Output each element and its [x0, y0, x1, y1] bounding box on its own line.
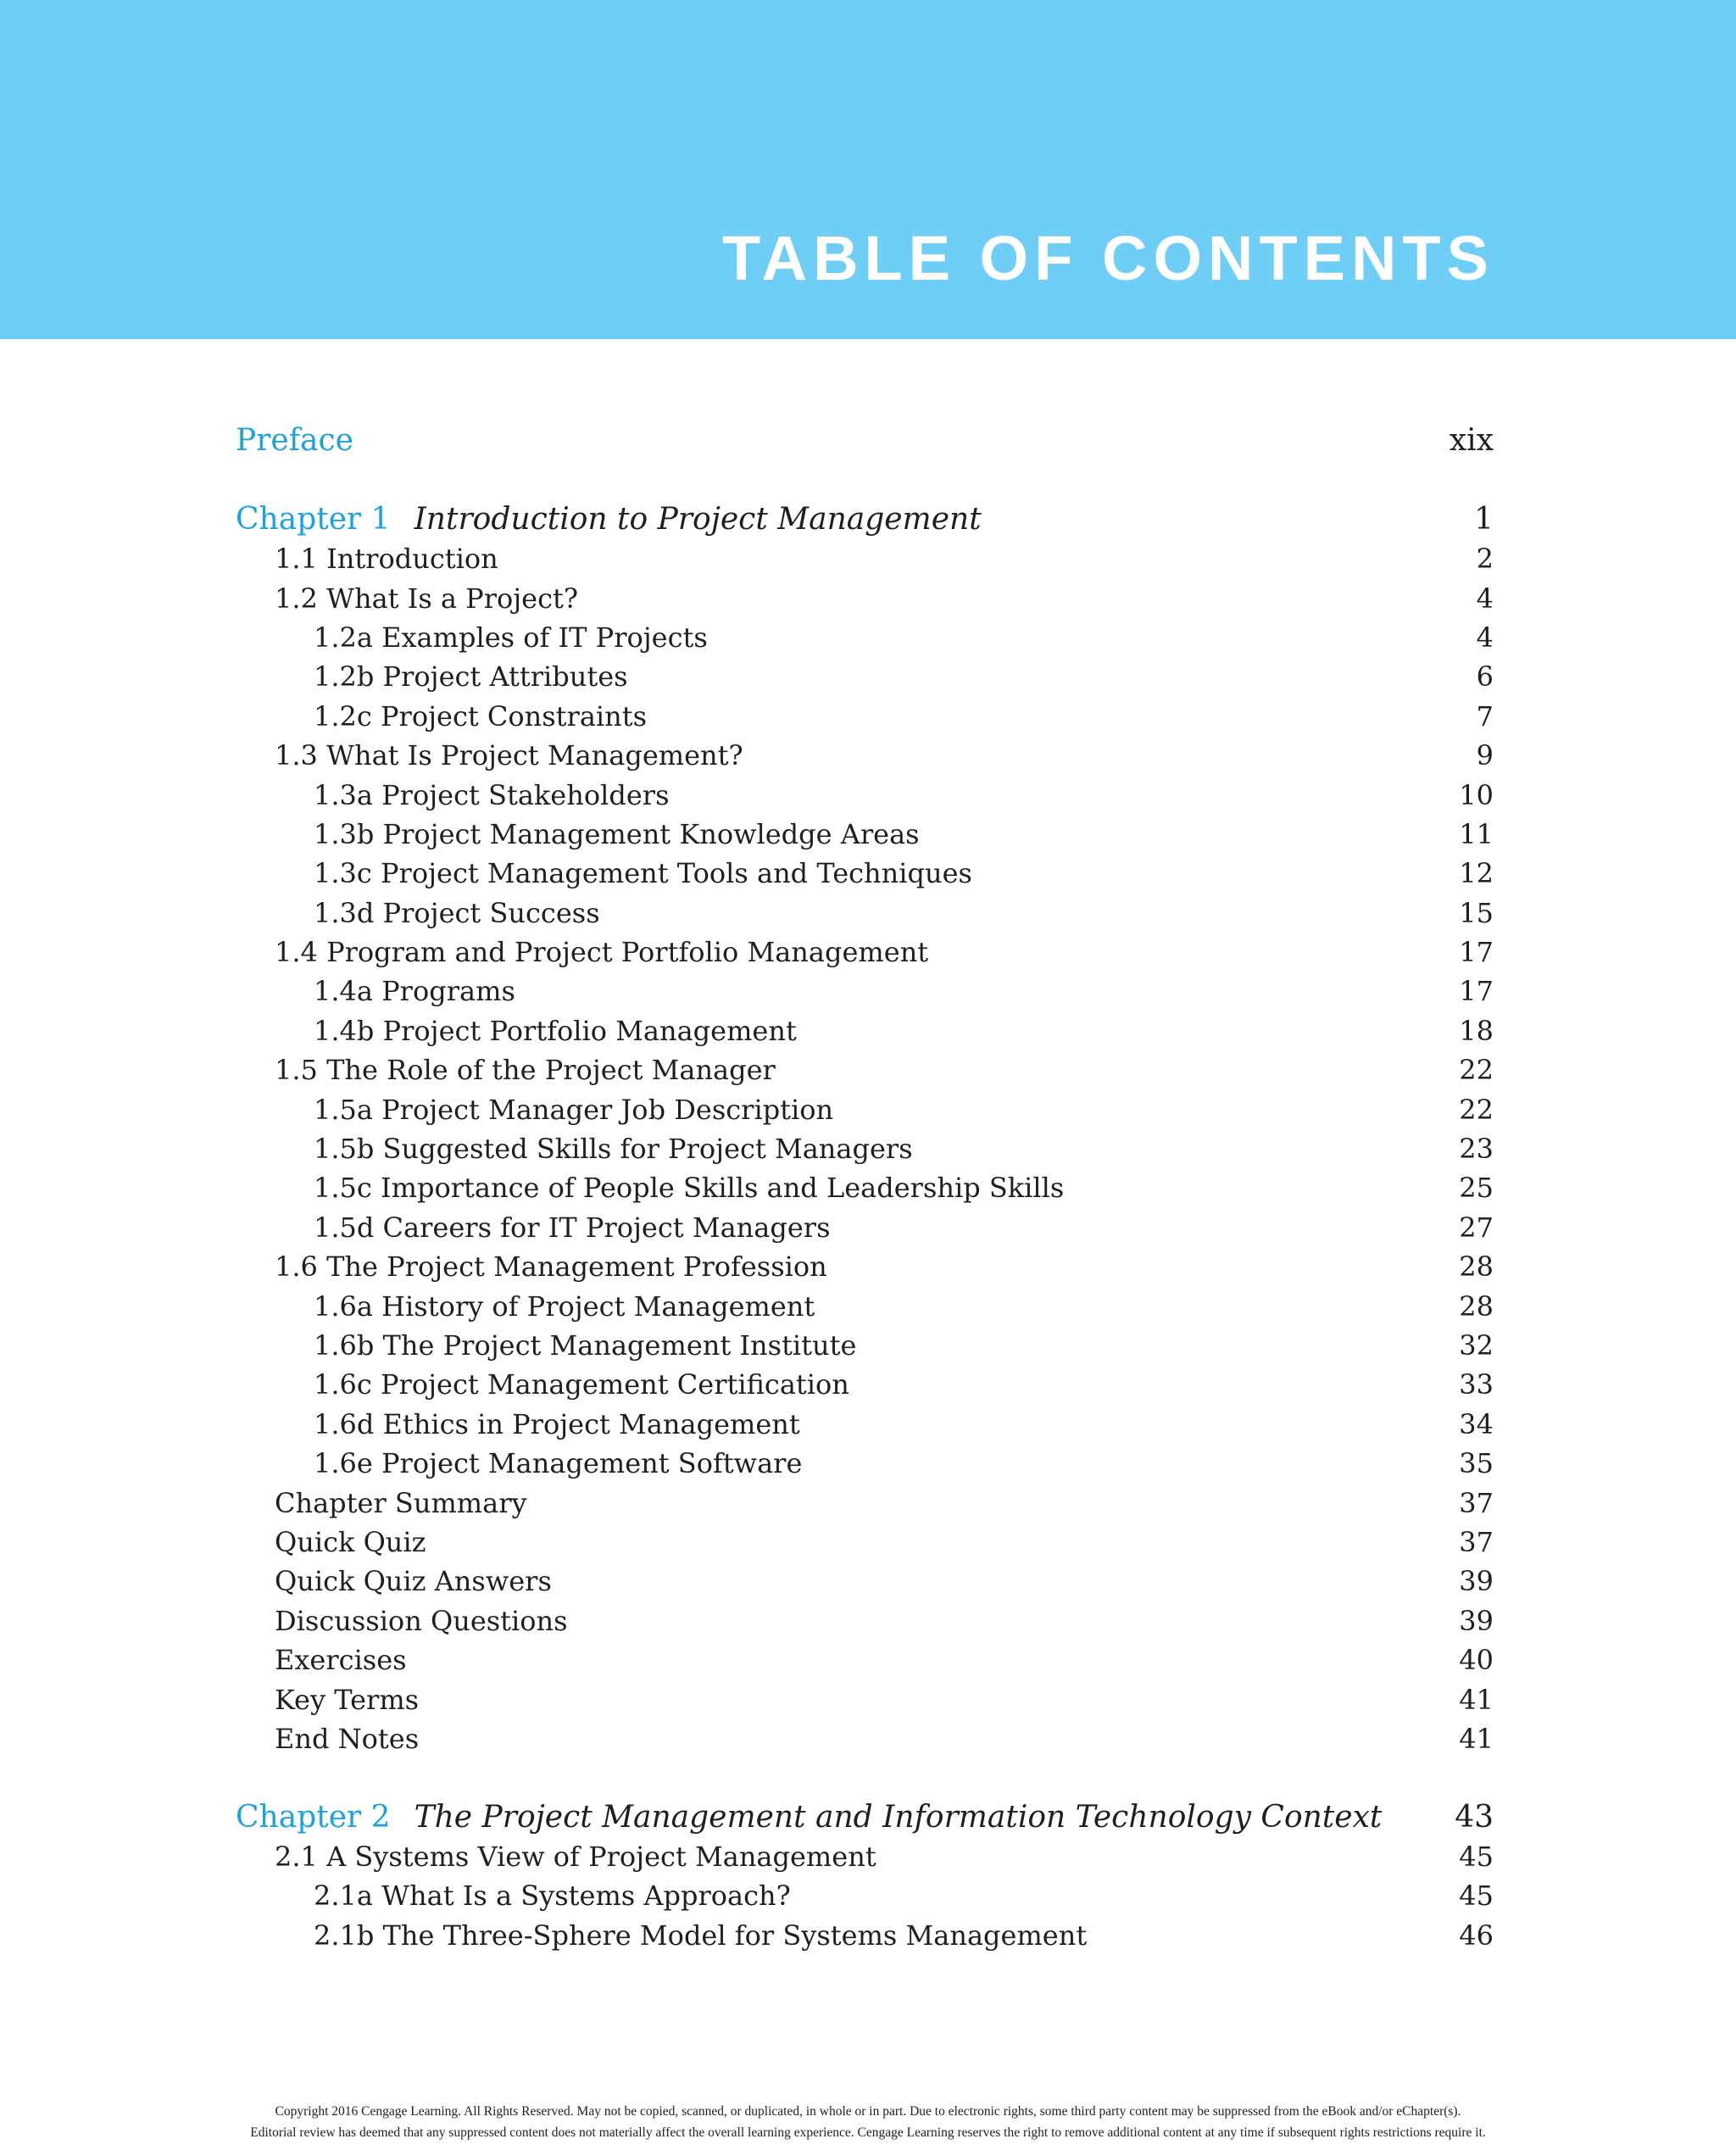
chapter-number: Chapter 1 [236, 501, 391, 537]
toc-entry[interactable] [236, 894, 1494, 933]
entry-label: 1.4 Program and Project Portfolio Management [275, 936, 929, 969]
entry-label: 2.1a What Is a Systems Approach? [314, 1880, 791, 1913]
toc-entry[interactable] [236, 657, 1494, 696]
toc-entry[interactable] [236, 539, 1494, 578]
page-number: 45 [1459, 1880, 1494, 1913]
entry-label: 1.4b Project Portfolio Management [314, 1014, 797, 1047]
entry-label: 1.5 The Role of the Project Manager [275, 1054, 776, 1087]
toc-entry[interactable] [236, 1208, 1494, 1247]
chapter-list [236, 500, 1494, 1955]
entry-label: 1.3d Project Success [314, 896, 600, 929]
page-number: 37 [1459, 1486, 1494, 1519]
entry-label: 1.2c Project Constraints [314, 699, 648, 732]
page-number: 2 [1476, 543, 1494, 576]
page-number: 35 [1459, 1447, 1494, 1480]
entry-label: 1.3b Project Management Knowledge Areas [314, 817, 920, 850]
toc-entry[interactable] [236, 579, 1494, 618]
entry-label: 1.1 Introduction [275, 543, 498, 576]
copyright-notice [0, 2101, 1736, 2143]
toc-entry[interactable] [236, 1405, 1494, 1444]
toc-entry[interactable] [236, 1562, 1494, 1601]
entry-label: Exercises [275, 1644, 407, 1677]
copyright-line-1: Copyright 2016 Cengage Learning. All Rights Reserved. May not be copied, scanned, or duplicated, in whole or in part. Due to electronic rights, some third party content may be suppressed from the eBook and/or eChapter(s). [275, 2104, 1461, 2119]
toc-entry[interactable] [236, 736, 1494, 775]
page-number: 4 [1476, 582, 1494, 615]
page-number: 18 [1459, 1014, 1494, 1047]
page-number: 15 [1459, 896, 1494, 929]
toc-preface-row[interactable] [236, 421, 1494, 460]
toc-entry[interactable] [236, 1601, 1494, 1640]
toc-entry[interactable] [236, 776, 1494, 815]
toc-entry[interactable] [236, 1247, 1494, 1286]
toc-entry[interactable] [236, 1365, 1494, 1404]
entry-label: 1.6e Project Management Software [314, 1447, 803, 1480]
toc-entry[interactable] [236, 1523, 1494, 1562]
entry-label: 1.6c Project Management Certification [314, 1368, 849, 1401]
entry-label: 2.1b The Three-Sphere Model for Systems Management [314, 1919, 1088, 1952]
chapter-title: Introduction to Project Management [414, 501, 982, 537]
entry-label: End Notes [275, 1722, 420, 1755]
entry-label: 2.1 A Systems View of Project Management [275, 1841, 876, 1874]
table-of-contents [236, 421, 1494, 1955]
page-number: 33 [1459, 1368, 1494, 1401]
page-number: 11 [1459, 817, 1494, 850]
toc-entry[interactable] [236, 1129, 1494, 1168]
entry-label: Quick Quiz [275, 1525, 426, 1558]
toc-entry[interactable] [236, 1640, 1494, 1679]
entry-label: 1.2a Examples of IT Projects [314, 621, 708, 654]
entry-label: 1.6a History of Project Management [314, 1289, 815, 1323]
toc-entry[interactable] [236, 1090, 1494, 1129]
toc-entry[interactable] [236, 1326, 1494, 1365]
page-number: 46 [1459, 1919, 1494, 1952]
entry-label: 1.6b The Project Management Institute [314, 1328, 857, 1362]
toc-entry[interactable] [236, 815, 1494, 854]
copyright-line-2: Editorial review has deemed that any suppressed content does not materially affect the overall learning experience. Cengage Learning reserves the right to remove additional content at any time if subsequent rights restrictions require it. [250, 2125, 1486, 2140]
entry-label: 1.6d Ethics in Project Management [314, 1407, 800, 1440]
toc-chapter-row[interactable] [236, 1798, 1494, 1837]
entry-label: Quick Quiz Answers [275, 1565, 552, 1598]
toc-entry[interactable] [236, 697, 1494, 736]
toc-entry[interactable] [236, 1287, 1494, 1326]
entry-label: Key Terms [275, 1683, 420, 1716]
page-number: 10 [1459, 778, 1494, 811]
entry-label: 1.2b Project Attributes [314, 660, 628, 693]
page-number: 23 [1459, 1133, 1494, 1166]
entry-label: 1.3c Project Management Tools and Techniques [314, 857, 972, 890]
page-number: 22 [1459, 1093, 1494, 1126]
toc-entry[interactable] [236, 1680, 1494, 1719]
page-number: 6 [1476, 660, 1494, 693]
header-banner [0, 0, 1736, 339]
toc-entry[interactable] [236, 972, 1494, 1011]
entry-label: 1.3 What Is Project Management? [275, 739, 743, 772]
page-number: 41 [1459, 1722, 1494, 1755]
page-number: 1 [1474, 501, 1494, 537]
toc-entry[interactable] [236, 1168, 1494, 1207]
entry-label: 1.2 What Is a Project? [275, 582, 579, 615]
toc-entry[interactable] [236, 1484, 1494, 1523]
spacer [236, 460, 1494, 499]
page-number: 25 [1459, 1172, 1494, 1205]
toc-entry[interactable] [236, 1916, 1494, 1955]
chapter-number: Chapter 2 [236, 1799, 391, 1835]
page-number: xix [1449, 423, 1494, 458]
page-number: 41 [1459, 1683, 1494, 1716]
page-number: 28 [1459, 1250, 1494, 1284]
page-number: 40 [1459, 1644, 1494, 1677]
entry-label: 1.5d Careers for IT Project Managers [314, 1211, 831, 1244]
entry-label: 1.5c Importance of People Skills and Leadership Skills [314, 1172, 1065, 1205]
toc-entry[interactable] [236, 618, 1494, 657]
page-number: 43 [1455, 1799, 1494, 1835]
page-number: 32 [1459, 1328, 1494, 1362]
page-number: 12 [1459, 857, 1494, 890]
entry-label: 1.6 The Project Management Profession [275, 1250, 827, 1284]
page-number: 39 [1459, 1565, 1494, 1598]
page-number: 37 [1459, 1525, 1494, 1558]
spacer [236, 1758, 1494, 1797]
toc-entry[interactable] [236, 1876, 1494, 1915]
entry-label: 1.4a Programs [314, 975, 515, 1008]
entry-label: Chapter Summary [275, 1486, 527, 1519]
toc-entry[interactable] [236, 854, 1494, 893]
page-number: 7 [1476, 699, 1494, 732]
toc-entry[interactable] [236, 933, 1494, 972]
page-number: 39 [1459, 1604, 1494, 1637]
preface-label: Preface [236, 423, 353, 458]
page-number: 27 [1459, 1211, 1494, 1244]
page-number: 34 [1459, 1407, 1494, 1440]
page-title: TABLE OF CONTENTS [721, 223, 1494, 293]
page-number: 17 [1459, 936, 1494, 969]
toc-chapter-row[interactable] [236, 500, 1494, 539]
toc-entry[interactable] [236, 1011, 1494, 1050]
page-number: 45 [1459, 1841, 1494, 1874]
toc-entry[interactable] [236, 1444, 1494, 1483]
page-number: 17 [1459, 975, 1494, 1008]
page-number: 9 [1476, 739, 1494, 772]
page-number: 28 [1459, 1289, 1494, 1323]
entry-label: Discussion Questions [275, 1604, 568, 1637]
chapter-title: The Project Management and Information Technology Context [414, 1799, 1383, 1835]
entry-label: 1.3a Project Stakeholders [314, 778, 670, 811]
page-number: 4 [1476, 621, 1494, 654]
entry-label: 1.5b Suggested Skills for Project Managers [314, 1133, 913, 1166]
toc-entry[interactable] [236, 1719, 1494, 1758]
toc-entry[interactable] [236, 1837, 1494, 1876]
page-number: 22 [1459, 1054, 1494, 1087]
entry-label: 1.5a Project Manager Job Description [314, 1093, 834, 1126]
toc-entry[interactable] [236, 1050, 1494, 1089]
